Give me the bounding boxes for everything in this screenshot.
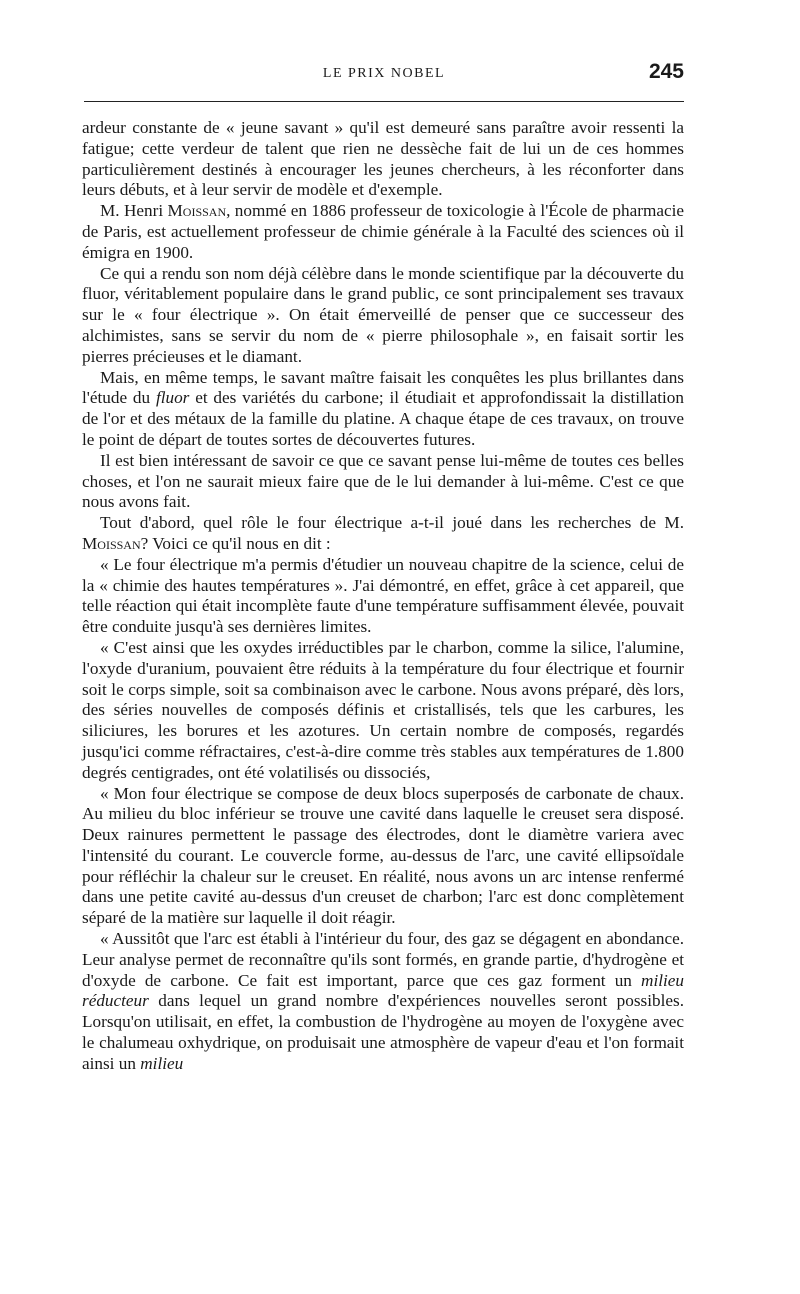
paragraph-7: « Le four électrique m'a permis d'étudier un nouveau chapitre de la science, celui de la « chimie des hautes températures ». J'ai démontré, en effet, grâce à cet appareil, que telle réaction qui était incomplète faute d'une température suffisamment élevée, pouvait être conduite jusqu'à ses dernières limites. — [82, 554, 684, 637]
paragraph-1: ardeur constante de « jeune savant » qu'il est demeuré sans paraître avoir ressenti la fatigue; cette verdeur de talent que rien ne dessèche fait de lui un de ces hommes particulièrement destinés à encourager les jeunes chercheurs, à les réconforter dans leurs débuts, et à leur servir de modèle et d'exemple. — [82, 118, 684, 200]
p10-em2: milieu — [140, 1053, 184, 1073]
p10-before: « Aussitôt que l'arc est établi à l'intérieur du four, des gaz se dégagent en abondance. Leur analyse permet de reconnaître qu'ils sont formés, en grande partie, d'hydrogène et d'oxyde de carbone. Ce fait est important, parce que ces gaz forment un — [82, 929, 684, 990]
paragraph-9: « Mon four électrique se compose de deux blocs superposés de carbonate de chaux. Au milieu du bloc inférieur se trouve une cavité dans laquelle le creuset sera disposé. Deux rainures permettent le passage des électrodes, dont le diamètre variera avec l'intensité du courant. Le couvercle forme, au-dessus de l'arc, une cavité ellipsoïdale pour réfléchir la chaleur sur le creuset. En réalité, nous avons un arc intense renfermé dans une petite cavité au-dessus d'un creuset de charbon; l'arc est donc complètement séparé de la matière sur laquelle il doit réagir. — [82, 783, 684, 928]
p10-em1: milieu réducteur — [82, 970, 684, 1011]
running-title: LE PRIX NOBEL — [322, 66, 446, 81]
p2-prefix: M. Henri — [100, 201, 168, 221]
p4-after: et des variétés du carbone; il étudiait et approfondissait la distillation de l'or et des métaux de la famille du platine. A chaque étape de ces travaux, on trouve le point de départ de toutes sortes de découvertes futures. — [82, 388, 684, 449]
body-text — [82, 118, 684, 1075]
page-number: 245 — [648, 60, 684, 83]
paragraph-6 — [82, 513, 684, 555]
paragraph-8: « C'est ainsi que les oxydes irréductibles par le charbon, comme la silice, l'alumine, l'oxyde d'uranium, pouvaient être réduits à la température du four électrique et fournir soit le corps simple, soit sa combinaison avec le carbone. Nous avons préparé, dès lors, des séries nouvelles de composés définis et cristallisés, tels que les carbures, les siliciures, les borures et les azotures. Un certain nombre de composés, regardés jusqu'ici comme réfractaires, c'est-à-dire comme très stables aux températures de 1.800 degrés centigrades, ont été volatilisés ou dissociés, — [82, 637, 684, 782]
p6-after: ? Voici ce qu'il nous en dit : — [140, 533, 331, 553]
paragraph-2 — [82, 201, 684, 263]
paragraph-5: Il est bien intéressant de savoir ce que ce savant pense lui-même de toutes ces belles choses, et l'on ne saurait mieux faire que de le lui demander à lui-même. C'est ce que nous avons fait. — [82, 450, 684, 512]
p6-before: Tout d'abord, quel rôle le four électrique a-t-il joué dans les recherches de M. — [100, 513, 684, 533]
name-moissan-2: Moissan — [82, 533, 141, 553]
paragraph-4 — [82, 368, 684, 451]
paragraph-10 — [82, 929, 684, 1075]
p10-middle: dans lequel un grand nombre d'expériences nouvelles seront possibles. Lorsqu'on utilisait, en effet, la combustion de l'hydrogène au moyen de l'oxygène avec le chalumeau oxhydrique, on produisait une atmosphère de vapeur d'eau et l'on formait ainsi un — [82, 991, 684, 1073]
paragraph-3: Ce qui a rendu son nom déjà célèbre dans le monde scientifique par la découverte du fluor, véritablement populaire dans le grand public, ce sont principalement ses travaux sur le « four électrique ». On était émerveillé de penser que ce successeur des alchimistes, sans se servir du nom de « pierre philosophale », en faisait sortir les pierres précieuses et le diamant. — [82, 263, 684, 366]
p2-text: , nommé en 1886 professeur de toxicologie à l'École de pharmacie de Paris, est actuellement professeur de chimie générale à la Faculté des sciences où il émigra en 1900. — [82, 201, 684, 262]
page-header — [84, 60, 684, 90]
p4-before: Mais, en même temps, le savant maître faisait les conquêtes les plus brillantes dans l'étude du — [82, 367, 684, 408]
name-moissan: Moissan — [167, 201, 227, 221]
p4-fluor: fluor — [155, 388, 190, 408]
header-rule — [84, 101, 684, 102]
